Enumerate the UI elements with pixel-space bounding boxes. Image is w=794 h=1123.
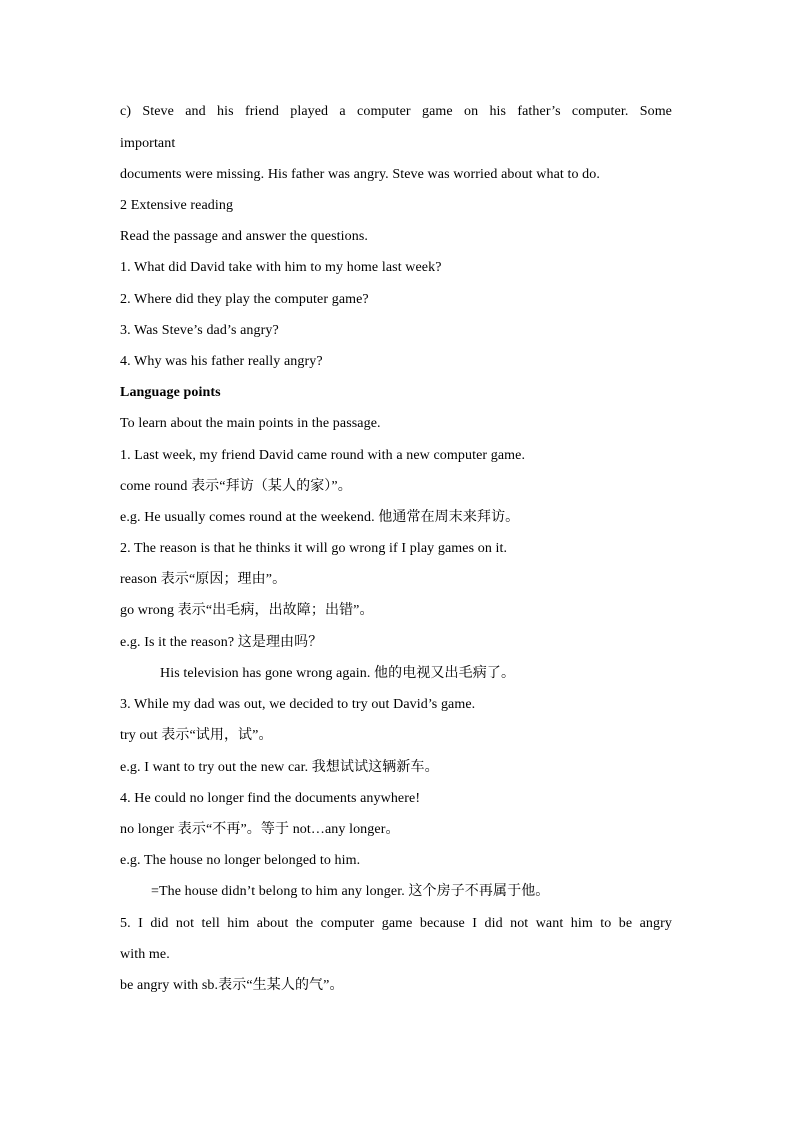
language-points-heading: Language points	[120, 385, 221, 400]
example-sentence: =The house didn’t belong to him any longer. 这个房子不再属于他。	[151, 884, 550, 899]
language-point-sentence: 2. The reason is that he thinks it will go wrong if I play games on it.	[120, 541, 508, 556]
language-point-sentence: 4. He could no longer find the documents anywhere!	[120, 791, 421, 806]
example-sentence: e.g. I want to try out the new car. 我想试试这辆新车。	[120, 760, 439, 775]
paragraph-line: important	[120, 136, 176, 151]
question-item: 3. Was Steve’s dad’s angry?	[120, 323, 279, 338]
instruction-text: Read the passage and answer the questions.	[120, 229, 368, 244]
question-item: 2. Where did they play the computer game?	[120, 292, 369, 307]
language-point-sentence: with me.	[120, 947, 170, 962]
language-point-note: be angry with sb.表示“生某人的气”。	[120, 978, 344, 993]
language-point-note: try out 表示“试用，试”。	[120, 728, 273, 743]
language-point-sentence: 1. Last week, my friend David came round with a new computer game.	[120, 448, 526, 463]
example-sentence: His television has gone wrong again. 他的电视又出毛病了。	[160, 666, 516, 681]
paragraph-line: documents were missing. His father was angry. Steve was worried about what to do.	[120, 167, 600, 182]
question-item: 4. Why was his father really angry?	[120, 354, 323, 369]
language-point-note: come round 表示“拜访（某人的家）”。	[120, 479, 352, 494]
paragraph-line: c) Steve and his friend played a computer game on his father’s computer. Some	[120, 104, 672, 119]
section-heading: 2 Extensive reading	[120, 198, 234, 213]
language-point-note: go wrong 表示“出毛病，出故障；出错”。	[120, 603, 374, 618]
language-point-sentence: 5. I did not tell him about the computer game because I did not want him to be angry	[120, 916, 672, 931]
example-sentence: e.g. Is it the reason? 这是理由吗？	[120, 635, 323, 650]
language-point-note: reason 表示“原因；理由”。	[120, 572, 287, 587]
language-point-note: no longer 表示“不再”。等于 not…any longer。	[120, 822, 400, 837]
example-sentence: e.g. He usually comes round at the weekend. 他通常在周末来拜访。	[120, 510, 520, 525]
language-point-sentence: 3. While my dad was out, we decided to try out David’s game.	[120, 697, 476, 712]
instruction-text: To learn about the main points in the passage.	[120, 416, 381, 431]
example-sentence: e.g. The house no longer belonged to him.	[120, 853, 361, 868]
question-item: 1. What did David take with him to my home last week?	[120, 260, 442, 275]
